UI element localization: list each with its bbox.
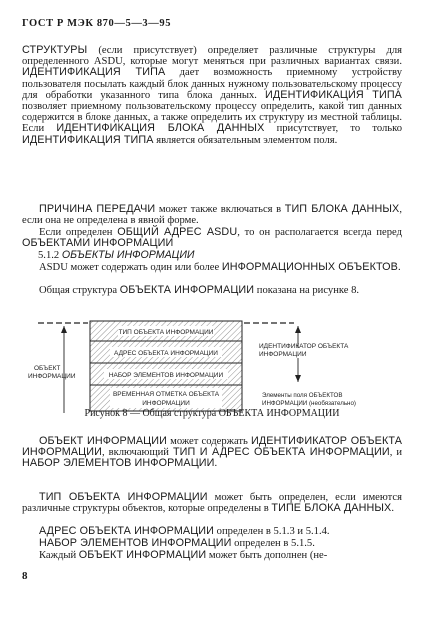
- right-label-fields-2: ИНФОРМАЦИИ (необязательно): [262, 400, 356, 407]
- section-heading: 5.1.2 ОБЪЕКТЫ ИНФОРМАЦИИ: [38, 249, 195, 261]
- down-arrow-icon-right: [295, 375, 301, 382]
- structure-diagram: [22, 318, 402, 413]
- box-address-label: АДРЕС ОБЪЕКТА ИНФОРМАЦИИ: [114, 350, 218, 357]
- paragraph-3: Если определен ОБЩИЙ АДРЕС ASDU, то он располагается всегда перед ОБЪЕКТАМИ ИНФОРМАЦИИ: [22, 226, 403, 250]
- right-label-fields-1: Элементы поля ОБЪЕКТОВ: [262, 392, 343, 399]
- standard-header: ГОСТ Р МЭК 870—5—3—95: [22, 18, 172, 29]
- left-label-object: ОБЪЕКТ: [34, 365, 61, 372]
- figure-caption: Рисунок 8 — Общая структура ОБЪЕКТА ИНФОРМАЦИИ: [84, 408, 340, 419]
- box-set-label: НАБОР ЭЛЕМЕНТОВ ИНФОРМАЦИИ: [108, 372, 224, 379]
- box-type-label: ТИП ОБЪЕКТА ИНФОРМАЦИИ: [118, 329, 214, 336]
- paragraph-7: ТИП ОБЪЕКТА ИНФОРМАЦИИ может быть определен, если имеются различные структуры объектов, которые определены в ТИПЕ БЛОКА ДАННЫХ.: [22, 491, 402, 515]
- paragraph-6: ОБЪЕКТ ИНФОРМАЦИИ может содержать ИДЕНТИФИКАТОР ОБЪЕКТА ИНФОРМАЦИИ, включающий ТИП И АДРЕС ОБЪЕКТА ИНФОРМАЦИИ, и НАБОР ЭЛЕМЕНТОВ ИНФОРМАЦИИ.: [22, 435, 403, 470]
- paragraph-1: СТРУКТУРЫ (если присутствует) определяет различные структуры для определенного ASDU, которые могут меняться при различных вариантах связи. ИДЕНТИФИКАЦИЯ ТИПА дает возможность приемному устройству пользователя посылать каждый блок данных нужному пользовательскому процессу для обработки указанного типа блока данных. ИДЕНТИФИКАЦИЯ ТИПА позволяет приемному пользовательскому процессу определить, какой тип данных содержится в блоке данных, а также определить их структуру из местной таблицы. Если ИДЕНТИФИКАЦИЯ БЛОКА ДАННЫХ присутствует, то только ИДЕНТИФИКАЦИЯ ТИПА является обязательным элементом поля.: [22, 44, 402, 146]
- left-label-information: ИНФОРМАЦИИ: [28, 373, 76, 380]
- up-arrow-icon-right: [295, 326, 301, 333]
- paragraph-4: ASDU может содержать один или более ИНФОРМАЦИОННЫХ ОБЪЕКТОВ.: [39, 261, 401, 273]
- paragraph-8: АДРЕС ОБЪЕКТА ИНФОРМАЦИИ определен в 5.1.3 и 5.1.4.: [39, 525, 330, 537]
- box-timestamp-label-1: ВРЕМЕННАЯ ОТМЕТКА ОБЪЕКТА: [112, 391, 220, 398]
- paragraph-5: Общая структура ОБЪЕКТА ИНФОРМАЦИИ показана на рисунке 8.: [39, 284, 360, 296]
- figure-8: [22, 318, 402, 418]
- paragraph-2: ПРИЧИНА ПЕРЕДАЧИ может также включаться в ТИП БЛОКА ДАННЫХ, если она не определена в явной форме.: [22, 203, 402, 227]
- up-arrow-icon: [61, 326, 67, 333]
- paragraph-10: Каждый ОБЪЕКТ ИНФОРМАЦИИ может быть дополнен (не-: [39, 549, 328, 561]
- right-label-identifier-1: ИДЕНТИФИКАТОР ОБЪЕКТА: [259, 343, 349, 350]
- box-timestamp-label-2: ИНФОРМАЦИИ: [142, 400, 190, 407]
- paragraph-9: НАБОР ЭЛЕМЕНТОВ ИНФОРМАЦИИ определен в 5.1.5.: [39, 537, 315, 549]
- right-label-identifier-2: ИНФОРМАЦИИ: [259, 351, 307, 358]
- page-number: 8: [22, 570, 28, 582]
